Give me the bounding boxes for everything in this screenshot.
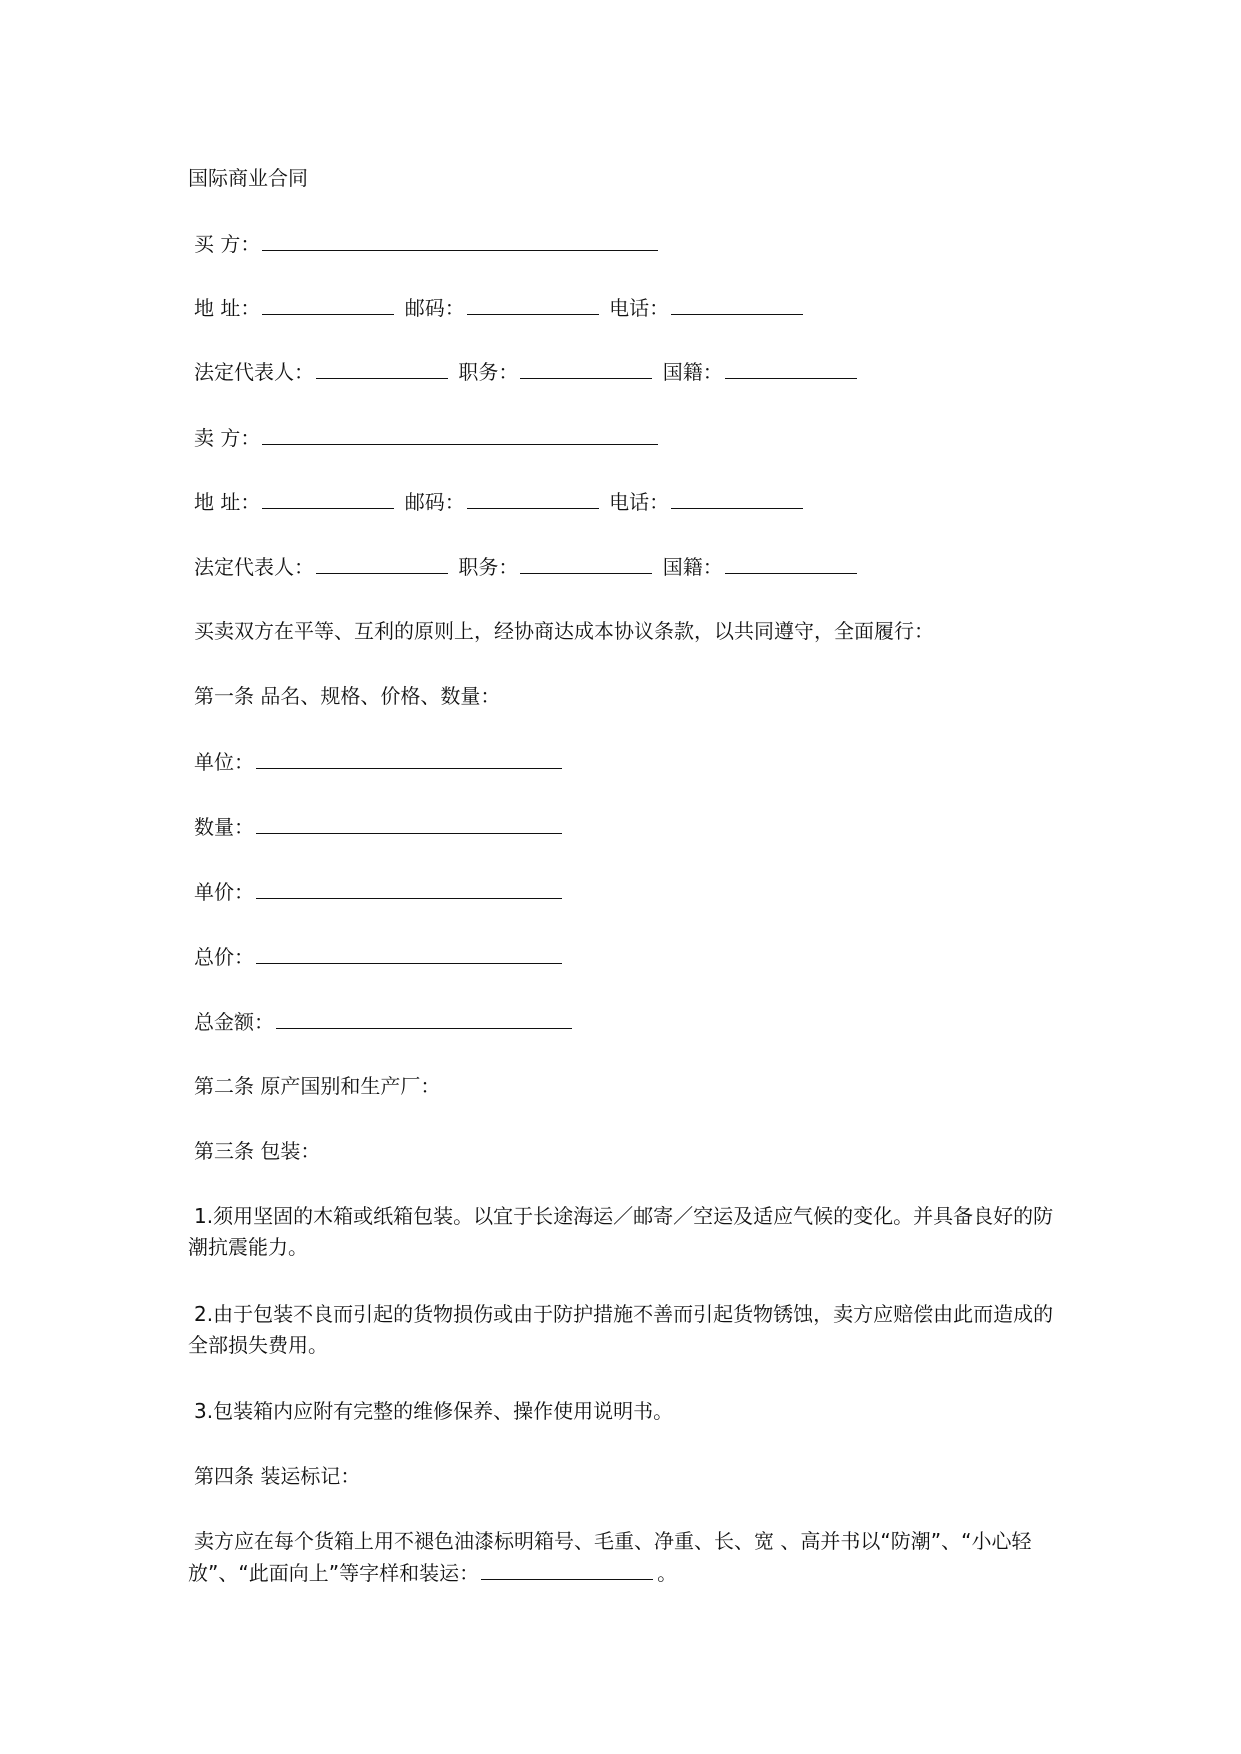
article1-heading: 第一条 品名、规格、价格、数量： (194, 684, 501, 708)
unit-blank[interactable] (256, 746, 562, 769)
seller-party-row (194, 422, 662, 453)
article2-heading: 第二条 原产国别和生产厂： (194, 1074, 441, 1098)
total-amount-row (194, 1006, 576, 1037)
seller-position-label: 职务： (458, 555, 519, 579)
intro-paragraph: 买卖双方在平等、互利的原则上，经协商达成本协议条款，以共同遵守，全面履行： (194, 619, 934, 643)
unit-price-blank[interactable] (256, 876, 562, 899)
article4-heading: 第四条 装运标记： (194, 1464, 361, 1488)
article3-item2 (188, 1299, 1058, 1361)
seller-address-label: 地 址： (194, 490, 261, 514)
buyer-name-blank[interactable] (262, 228, 658, 251)
seller-rep-row (194, 551, 861, 582)
buyer-rep-row (194, 356, 861, 387)
buyer-legal-rep-label: 法定代表人： (194, 360, 314, 384)
seller-name-blank[interactable] (262, 422, 658, 445)
total-amount-blank[interactable] (276, 1006, 572, 1029)
unit-price-row (194, 876, 566, 907)
article3-item2-text: 2.由于包装不良而引起的货物损伤或由于防护措施不善而引起货物锈蚀，卖方应赔偿由此而造成的全部损失费用。 (188, 1302, 1054, 1357)
unit-price-label: 单价： (194, 880, 254, 904)
document-title: 国际商业合同 (188, 166, 308, 190)
seller-phone-blank[interactable] (671, 486, 803, 509)
article3-heading: 第三条 包装： (194, 1139, 321, 1163)
seller-position-blank[interactable] (520, 551, 652, 574)
article4-paragraph (188, 1526, 1058, 1589)
buyer-position-blank[interactable] (520, 356, 652, 379)
unit-row (194, 746, 566, 777)
seller-legal-rep-blank[interactable] (316, 551, 448, 574)
seller-nationality-blank[interactable] (725, 551, 857, 574)
buyer-address-label: 地 址： (194, 296, 261, 320)
buyer-postcode-label: 邮码： (404, 296, 465, 320)
quantity-blank[interactable] (256, 811, 562, 834)
article3-item1 (188, 1201, 1058, 1263)
buyer-party-label: 买 方： (194, 232, 261, 256)
total-price-label: 总价： (194, 945, 254, 969)
seller-postcode-blank[interactable] (467, 486, 599, 509)
buyer-position-label: 职务： (458, 360, 519, 384)
buyer-phone-blank[interactable] (671, 292, 803, 315)
total-price-blank[interactable] (256, 941, 562, 964)
buyer-party-row (194, 228, 662, 259)
buyer-address-row (194, 292, 807, 323)
article4-text-end: 。 (657, 1561, 678, 1585)
total-price-row (194, 941, 566, 972)
article3-item1-text: 1.须用坚固的木箱或纸箱包装。以宜于长途海运／邮寄／空运及适应气候的变化。并具备良好的防潮抗震能力。 (188, 1204, 1054, 1259)
buyer-phone-label: 电话： (609, 296, 670, 320)
buyer-address-blank[interactable] (262, 292, 394, 315)
seller-address-blank[interactable] (262, 486, 394, 509)
buyer-nationality-blank[interactable] (725, 356, 857, 379)
total-amount-label: 总金额： (194, 1010, 274, 1034)
article4-text: 卖方应在每个货箱上用不褪色油漆标明箱号、毛重、净重、长、宽 、高并书以“防潮”、“小心轻放”、“此面向上”等字样和装运： (188, 1529, 1032, 1585)
seller-address-row (194, 486, 807, 517)
buyer-nationality-label: 国籍： (662, 360, 723, 384)
seller-nationality-label: 国籍： (662, 555, 723, 579)
quantity-label: 数量： (194, 815, 254, 839)
article3-item3: 3.包装箱内应附有完整的维修保养、操作使用说明书。 (194, 1399, 674, 1423)
seller-party-label: 卖 方： (194, 426, 261, 450)
seller-legal-rep-label: 法定代表人： (194, 555, 314, 579)
unit-label: 单位： (194, 750, 254, 774)
quantity-row (194, 811, 566, 842)
seller-phone-label: 电话： (609, 490, 670, 514)
shipping-mark-blank[interactable] (481, 1557, 653, 1580)
buyer-postcode-blank[interactable] (467, 292, 599, 315)
buyer-legal-rep-blank[interactable] (316, 356, 448, 379)
seller-postcode-label: 邮码： (404, 490, 465, 514)
